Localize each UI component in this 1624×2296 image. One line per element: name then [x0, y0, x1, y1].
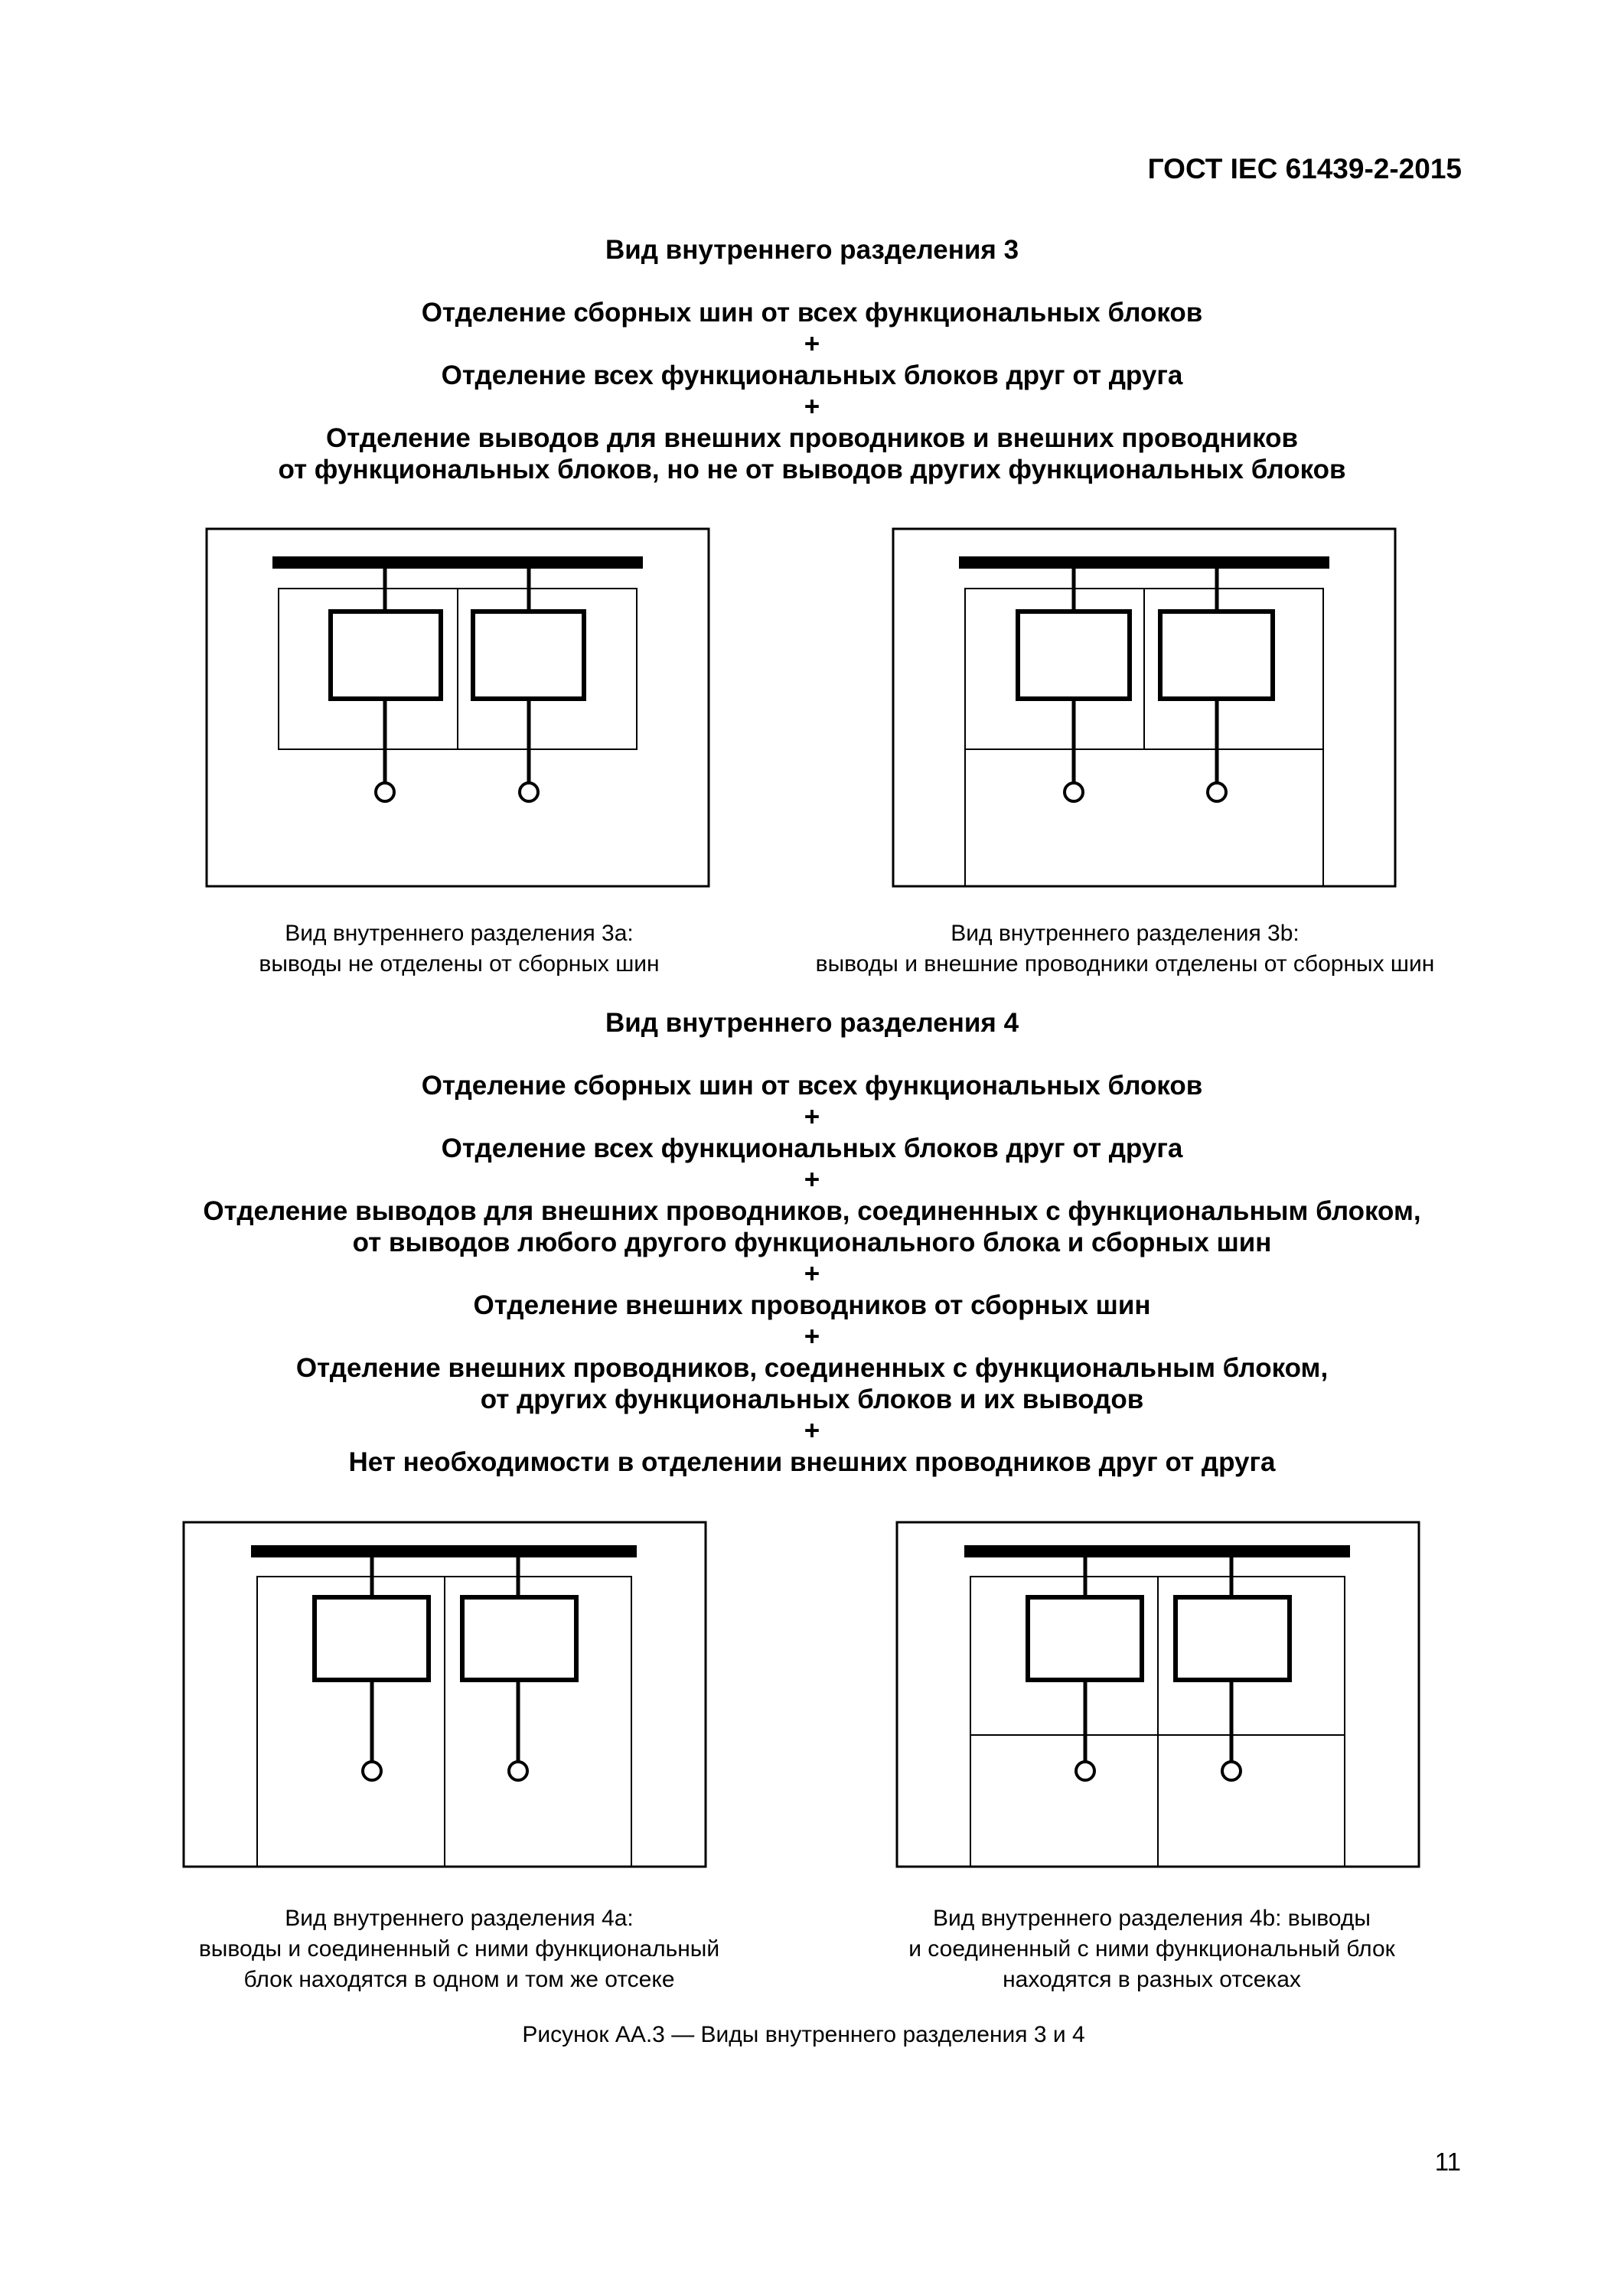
form3-req-2: Отделение всех функциональных блоков друг от друга — [441, 360, 1183, 390]
form4-req-6: Нет необходимости в отделении внешних проводников друг от друга — [348, 1447, 1276, 1477]
terminal — [509, 1762, 527, 1780]
plus-sign: + — [804, 1102, 820, 1132]
form4-req-1: Отделение сборных шин от всех функциональных блоков — [421, 1071, 1203, 1101]
form4-req-5b: от других функциональных блоков и их выводов — [480, 1384, 1144, 1414]
plus-sign: + — [804, 392, 820, 422]
terminal — [1208, 783, 1226, 801]
functional-unit — [315, 1597, 429, 1680]
form4-req-4: Отделение внешних проводников от сборных шин — [473, 1290, 1151, 1320]
terminal — [1065, 783, 1083, 801]
caption-4b-line-2: и соединенный с ними функциональный блок — [908, 1936, 1395, 1962]
caption-3a-line-1: Вид внутреннего разделения 3а: — [285, 921, 634, 946]
functional-unit — [1176, 1597, 1290, 1680]
caption-4b — [830, 1903, 1473, 1995]
diagram-form-3a — [205, 527, 712, 889]
caption-4b-line-3: находятся в разных отсеках — [1003, 1967, 1301, 1992]
plus-sign: + — [804, 1259, 820, 1289]
caption-3b-line-1: Вид внутреннего разделения 3b: — [951, 921, 1300, 946]
form4-req-5a: Отделение внешних проводников, соединенных с функциональным блоком, — [295, 1353, 1329, 1383]
document-header: ГОСТ IEC 61439-2-2015 — [1147, 153, 1462, 184]
caption-3b-line-2: выводы и внешние проводники отделены от сборных шин — [815, 951, 1435, 977]
form4-requirements — [0, 1070, 1624, 1478]
terminal — [363, 1762, 381, 1780]
form4-title: Вид внутреннего разделения 4 — [605, 1008, 1019, 1038]
caption-4b-line-1: Вид внутреннего разделения 4b: выводы — [933, 1906, 1371, 1931]
figure-caption: Рисунок АА.3 — Виды внутреннего разделения 3 и 4 — [522, 2022, 1085, 2047]
form3-req-3b: от функциональных блоков, но не от выводов других функциональных блоков — [278, 455, 1346, 484]
caption-4a-line-1: Вид внутреннего разделения 4а: — [285, 1906, 634, 1931]
plus-sign: + — [804, 329, 820, 359]
page-number: 11 — [1434, 2148, 1461, 2176]
diagram-form-4a — [182, 1521, 709, 1870]
form4-req-3a: Отделение выводов для внешних проводников, соединенных с функциональным блоком, — [203, 1196, 1421, 1226]
terminal — [1222, 1762, 1241, 1780]
plus-sign: + — [804, 1416, 820, 1446]
form3-requirements — [0, 297, 1624, 485]
terminal — [520, 783, 538, 801]
terminal — [1076, 1762, 1094, 1780]
form4-req-2: Отделение всех функциональных блоков друг от друга — [441, 1133, 1183, 1163]
functional-unit — [331, 612, 441, 699]
functional-unit — [1160, 612, 1273, 699]
caption-3a — [153, 918, 765, 980]
functional-unit — [1018, 612, 1130, 699]
caption-3b — [765, 918, 1485, 980]
caption-4a — [138, 1903, 781, 1995]
plus-sign: + — [804, 1165, 820, 1195]
diagram-form-3b — [892, 527, 1398, 889]
functional-unit — [473, 612, 584, 699]
plus-sign: + — [804, 1322, 820, 1352]
form3-title: Вид внутреннего разделения 3 — [605, 235, 1019, 265]
form3-req-1: Отделение сборных шин от всех функциональных блоков — [421, 298, 1203, 328]
functional-unit — [462, 1597, 576, 1680]
terminal — [376, 783, 394, 801]
form4-req-3b: от выводов любого другого функционального блока и сборных шин — [352, 1228, 1272, 1257]
form3-req-3a: Отделение выводов для внешних проводников и внешних проводников — [325, 423, 1299, 453]
functional-unit — [1028, 1597, 1142, 1680]
caption-4a-line-3: блок находятся в одном и том же отсеке — [243, 1967, 675, 1992]
caption-3a-line-2: выводы не отделены от сборных шин — [259, 951, 660, 977]
diagram-form-4b — [895, 1521, 1422, 1870]
caption-4a-line-2: выводы и соединенный с ними функциональный — [198, 1936, 720, 1962]
